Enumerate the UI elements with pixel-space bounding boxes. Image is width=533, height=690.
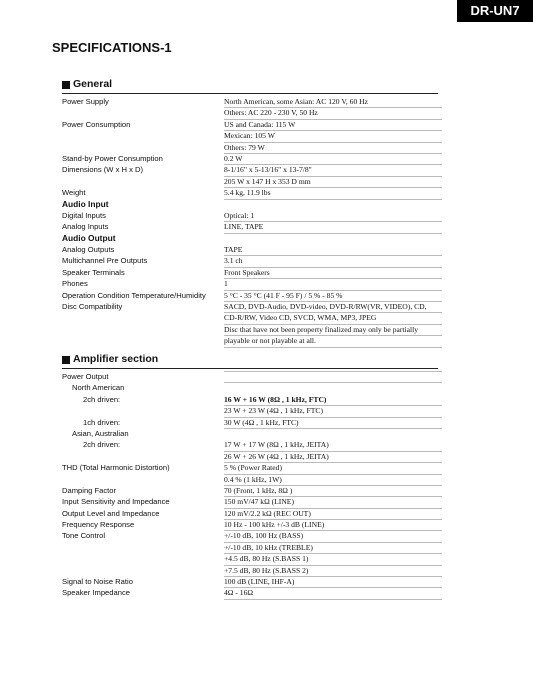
spec-label: Multichannel Pre Outputs	[62, 256, 148, 266]
spec-row	[62, 301, 438, 312]
spec-value	[224, 199, 442, 200]
spec-row	[62, 417, 438, 428]
amplifier-section	[62, 352, 438, 599]
spec-row	[62, 530, 438, 541]
spec-row	[62, 553, 438, 564]
spec-value: 150 mV/47 kΩ (LINE)	[224, 496, 442, 508]
spec-value: TAPE	[224, 244, 442, 256]
spec-row	[62, 312, 438, 323]
spec-label: 1ch driven:	[83, 417, 121, 427]
spec-label: THD (Total Harmonic Distortion)	[62, 463, 170, 473]
model-tab: DR-UN7	[457, 0, 533, 22]
spec-value: 1	[224, 278, 442, 290]
spec-value	[224, 428, 442, 429]
spec-row	[62, 130, 438, 141]
spec-value: 4Ω - 16Ω	[224, 587, 442, 599]
spec-row	[62, 233, 438, 244]
spec-row	[62, 107, 438, 118]
spec-row	[62, 244, 438, 255]
spec-value: 10 Hz - 100 kHz +/-3 dB (LINE)	[224, 519, 442, 531]
spec-value: Mexican: 105 W	[224, 130, 442, 142]
spec-label: Phones	[62, 279, 88, 289]
section-square-icon	[62, 356, 70, 364]
spec-value: Others: 79 W	[224, 142, 442, 154]
spec-label: Speaker Terminals	[62, 267, 125, 277]
spec-value: 0.2 W	[224, 153, 442, 165]
spec-label: Dimensions (W x H x D)	[62, 165, 144, 175]
spec-row	[62, 199, 438, 210]
spec-label: Input Sensitivity and Impedance	[62, 497, 170, 507]
spec-row	[62, 428, 438, 439]
spec-value: 120 mV/2.2 kΩ (REC OUT)	[224, 508, 442, 520]
amplifier-heading-text: Amplifier section	[73, 353, 159, 365]
spec-row	[62, 278, 438, 289]
spec-value: +/-10 dB, 100 Hz (BASS)	[224, 530, 442, 542]
page-title: SPECIFICATIONS-1	[52, 40, 172, 55]
spec-label: Analog Inputs	[62, 222, 109, 232]
spec-label: Damping Factor	[62, 485, 117, 495]
spec-row	[62, 142, 438, 153]
spec-value: US and Canada: 115 W	[224, 119, 442, 131]
spec-label: Asian, Australian	[72, 428, 129, 438]
spec-label: Stand-by Power Consumption	[62, 153, 163, 163]
spec-value: 17 W + 17 W (8Ω , 1 kHz, JEITA)	[224, 439, 442, 451]
spec-value: +4.5 dB, 80 Hz (S.BASS 1)	[224, 553, 442, 565]
spec-value: +7.5 dB, 80 Hz (S.BASS 2)	[224, 565, 442, 577]
spec-row	[62, 485, 438, 496]
amplifier-rows	[62, 371, 438, 599]
spec-label: Disc Compatibility	[62, 302, 123, 312]
spec-label: Weight	[62, 188, 86, 198]
spec-row	[62, 587, 438, 598]
spec-label: 2ch driven:	[83, 394, 121, 404]
spec-label: Power Output	[62, 372, 109, 381]
spec-label: Frequency Response	[62, 520, 135, 530]
spec-label: North American	[72, 383, 125, 393]
spec-value: CD-R/RW, Video CD, SVCD, WMA, MP3, JPEG	[224, 312, 442, 324]
spec-row	[62, 394, 438, 405]
spec-value: LINE, TAPE	[224, 221, 442, 233]
spec-row	[62, 221, 438, 232]
spec-value: 5 °C - 35 °C (41 F - 95 F) / 5 % - 85 %	[224, 290, 442, 302]
spec-value: Optical: 1	[224, 210, 442, 222]
spec-value: playable or not playable at all.	[224, 335, 442, 347]
spec-row	[62, 371, 438, 382]
amplifier-heading	[62, 352, 438, 369]
spec-value: Others: AC 220 - 230 V, 50 Hz	[224, 107, 442, 119]
spec-value: 26 W + 26 W (4Ω , 1 kHz, JEITA)	[224, 451, 442, 463]
spec-row	[62, 542, 438, 553]
spec-row	[62, 187, 438, 198]
spec-row	[62, 290, 438, 301]
spec-row	[62, 439, 438, 450]
spec-label: Digital Inputs	[62, 210, 106, 220]
spec-row	[62, 119, 438, 130]
spec-value: 5.4 kg, 11.9 lbs	[224, 187, 442, 199]
spec-row	[62, 255, 438, 266]
spec-row	[62, 324, 438, 335]
spec-label: Speaker Impedance	[62, 588, 130, 598]
spec-label: Analog Outputs	[62, 245, 115, 255]
spec-row	[62, 565, 438, 576]
spec-row	[62, 96, 438, 107]
spec-value: Front Speakers	[224, 267, 442, 279]
spec-row	[62, 153, 438, 164]
spec-value: North American, some Asian: AC 120 V, 60 Hz	[224, 96, 442, 108]
spec-row	[62, 519, 438, 530]
spec-label: Power Supply	[62, 97, 109, 106]
spec-label: Tone Control	[62, 531, 106, 541]
spec-row	[62, 164, 438, 175]
spec-row	[62, 576, 438, 587]
spec-value: 8-1/16" x 5-13/16" x 13-7/8"	[224, 164, 442, 176]
spec-row	[62, 508, 438, 519]
spec-label: Operation Condition Temperature/Humidity	[62, 290, 206, 300]
spec-row	[62, 451, 438, 462]
spec-label: 2ch driven:	[83, 440, 121, 450]
spec-value	[224, 382, 442, 383]
spec-value: 0.4 % (1 kHz, 1W)	[224, 474, 442, 486]
spec-row	[62, 496, 438, 507]
spec-row	[62, 267, 438, 278]
spec-value: 70 (Front, 1 kHz, 8Ω )	[224, 485, 442, 497]
general-heading-text: General	[73, 78, 113, 90]
spec-row	[62, 210, 438, 221]
spec-row	[62, 462, 438, 473]
section-square-icon	[62, 81, 70, 89]
general-heading	[62, 77, 438, 94]
spec-value: 5 % (Power Rated)	[224, 462, 442, 474]
spec-row	[62, 335, 438, 346]
spec-row	[62, 405, 438, 416]
spec-value	[224, 371, 442, 372]
spec-value: 16 W + 16 W (8Ω , 1 kHz, FTC)	[224, 394, 442, 406]
general-rows	[62, 96, 438, 347]
spec-value: +/-10 dB, 10 kHz (TREBLE)	[224, 542, 442, 554]
spec-value: 100 dB (LINE, IHF-A)	[224, 576, 442, 588]
spec-label: Output Level and Impedance	[62, 508, 160, 518]
spec-row	[62, 382, 438, 393]
spec-value	[224, 233, 442, 234]
spec-label: Power Consumption	[62, 119, 131, 129]
subsection-heading: Audio Input	[62, 198, 109, 209]
spec-value: 205 W x 147 H x 353 D mm	[224, 176, 442, 188]
spec-value: 30 W (4Ω , 1 kHz, FTC)	[224, 417, 442, 429]
spec-label: Signal to Noise Ratio	[62, 577, 133, 587]
spec-value: SACD, DVD-Audio, DVD-video, DVD-R/RW(VR, VIDEO), CD,	[224, 301, 442, 313]
spec-value: 23 W + 23 W (4Ω , 1 kHz, FTC)	[224, 405, 442, 417]
spec-value: 3.1 ch	[224, 255, 442, 267]
spec-value: Disc that have not been property finalized may only be partially	[224, 324, 442, 336]
spec-row	[62, 474, 438, 485]
general-section	[62, 77, 438, 347]
spec-row	[62, 176, 438, 187]
subsection-heading: Audio Output	[62, 232, 116, 243]
